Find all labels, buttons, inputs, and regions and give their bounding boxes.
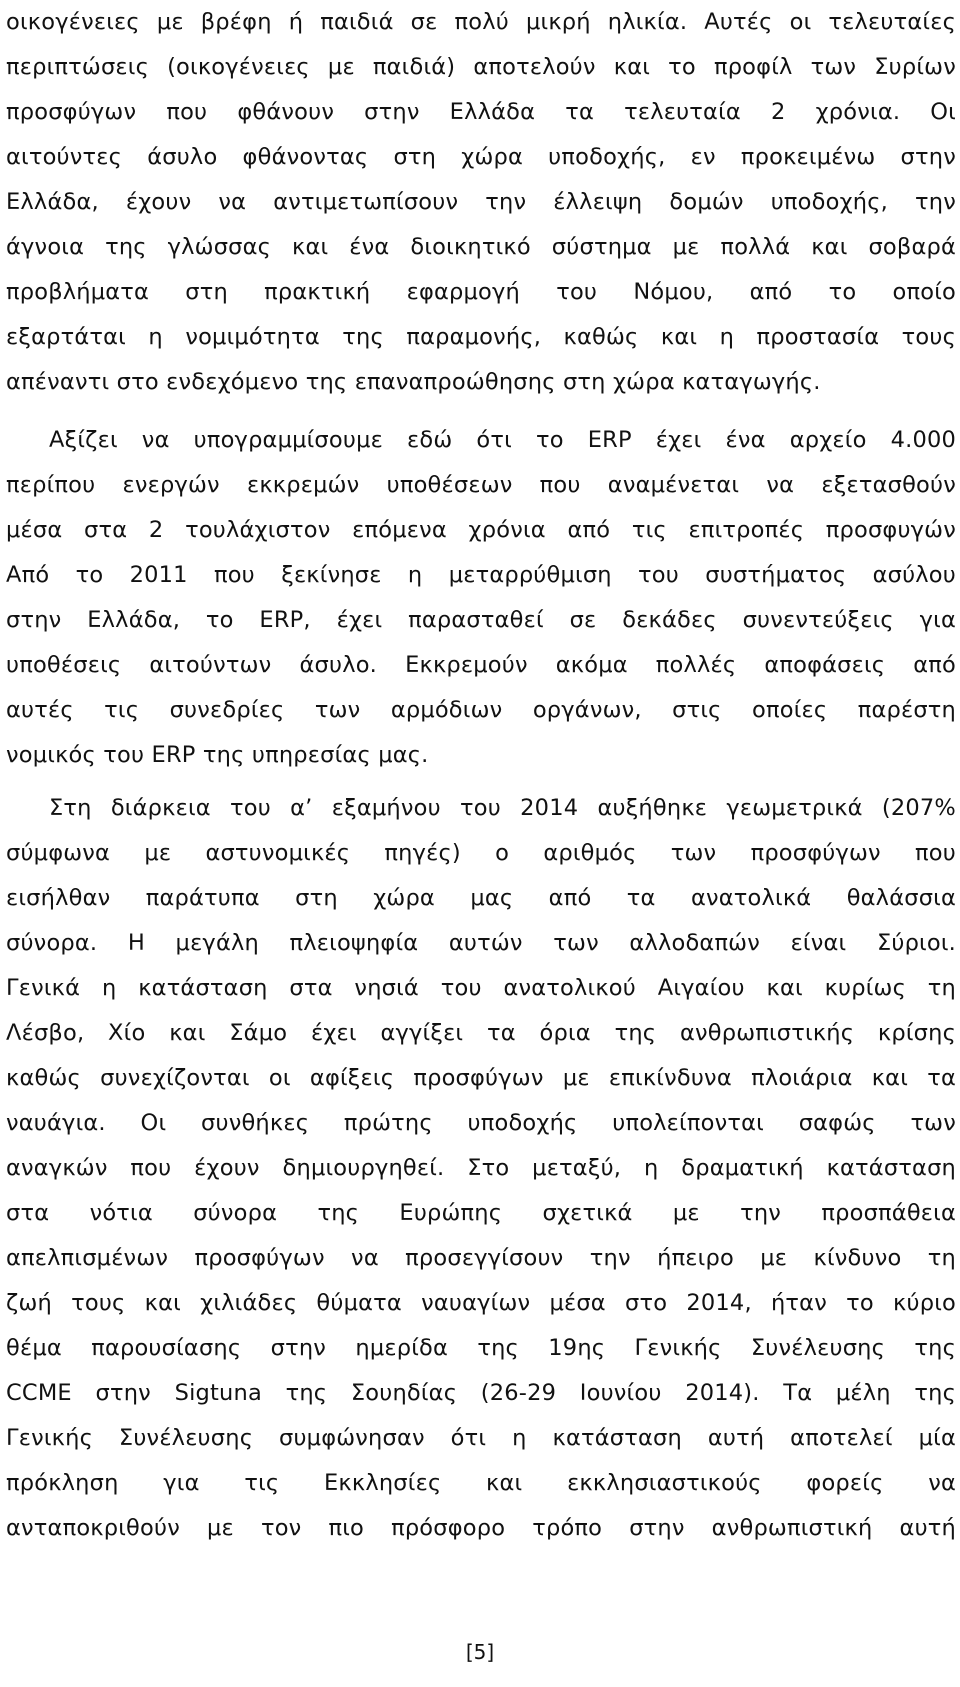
text-line: σύνορα. Η μεγάλη πλειοψηφία αυτών των αλλοδαπών είναι Σύριοι. bbox=[6, 930, 956, 956]
text-line: Λέσβο, Χίο και Σάμο έχει αγγίξει τα όρια της ανθρωπιστικής κρίσης bbox=[6, 1020, 956, 1046]
text-line: υποθέσεις αιτούντων άσυλο. Εκκρεμούν ακόμα πολλές αποφάσεις από bbox=[6, 652, 956, 678]
text-line: CCME στην Sigtuna της Σουηδίας (26-29 Ιουνίου 2014). Τα μέλη της bbox=[6, 1380, 956, 1406]
paragraph-1 bbox=[6, 0, 956, 405]
text-line: εξαρτάται η νομιμότητα της παραμονής, καθώς και η προστασία τους bbox=[6, 324, 956, 350]
text-line: Αξίζει να υπογραμμίσουμε εδώ ότι το ERP έχει ένα αρχείο 4.000 bbox=[49, 427, 956, 453]
text-line: οικογένειες με βρέφη ή παιδιά σε πολύ μικρή ηλικία. Αυτές οι τελευταίες bbox=[6, 9, 956, 35]
text-line: Από το 2011 που ξεκίνησε η μεταρρύθμιση του συστήματος ασύλου bbox=[6, 562, 956, 588]
paragraph-2 bbox=[6, 418, 956, 778]
text-line: άγνοια της γλώσσας και ένα διοικητικό σύστημα με πολλά και σοβαρά bbox=[6, 234, 956, 260]
text-line: αιτούντες άσυλο φθάνοντας στη χώρα υποδοχής, εν προκειμένω στην bbox=[6, 144, 956, 170]
text-line: ζωή τους και χιλιάδες θύματα ναυαγίων μέσα στο 2014, ήταν το κύριο bbox=[6, 1290, 956, 1316]
text-line: θέμα παρουσίασης στην ημερίδα της 19ης Γενικής Συνέλευσης της bbox=[6, 1335, 956, 1361]
text-line: απέναντι στο ενδεχόμενο της επαναπροώθησης στη χώρα καταγωγής. bbox=[6, 369, 821, 395]
text-line: εισήλθαν παράτυπα στη χώρα μας από τα ανατολικά θαλάσσια bbox=[6, 885, 956, 911]
text-line: Γενικά η κατάσταση στα νησιά του ανατολικού Αιγαίου και κυρίως τη bbox=[6, 975, 956, 1001]
text-line: μέσα στα 2 τουλάχιστον επόμενα χρόνια από τις επιτροπές προσφυγών bbox=[6, 517, 956, 543]
text-line: ανταποκριθούν με τον πιο πρόσφορο τρόπο στην ανθρωπιστική αυτή bbox=[6, 1515, 956, 1541]
text-line: απελπισμένων προσφύγων να προσεγγίσουν την ήπειρο με κίνδυνο τη bbox=[6, 1245, 956, 1271]
text-line: σύμφωνα με αστυνομικές πηγές) ο αριθμός των προσφύγων που bbox=[6, 840, 956, 866]
text-line: νομικός του ERP της υπηρεσίας μας. bbox=[6, 742, 429, 768]
text-line: καθώς συνεχίζονται οι αφίξεις προσφύγων με επικίνδυνα πλοιάρια και τα bbox=[6, 1065, 956, 1091]
text-line: πρόκληση για τις Εκκλησίες και εκκλησιαστικούς φορείς να bbox=[6, 1470, 956, 1496]
text-line: ναυάγια. Οι συνθήκες πρώτης υποδοχής υπολείπονται σαφώς των bbox=[6, 1110, 956, 1136]
text-line: περίπου ενεργών εκκρεμών υποθέσεων που αναμένεται να εξετασθούν bbox=[6, 472, 956, 498]
text-line: προσφύγων που φθάνουν στην Ελλάδα τα τελευταία 2 χρόνια. Οι bbox=[6, 99, 956, 125]
paragraph-3 bbox=[6, 786, 956, 1551]
text-line: Γενικής Συνέλευσης συμφώνησαν ότι η κατάσταση αυτή αποτελεί μία bbox=[6, 1425, 956, 1451]
text-line: στην Ελλάδα, το ERP, έχει παρασταθεί σε δεκάδες συνεντεύξεις για bbox=[6, 607, 956, 633]
text-line: Ελλάδα, έχουν να αντιμετωπίσουν την έλλειψη δομών υποδοχής, την bbox=[6, 189, 956, 215]
text-line: στα νότια σύνορα της Ευρώπης σχετικά με την προσπάθεια bbox=[6, 1200, 956, 1226]
text-line: αυτές τις συνεδρίες των αρμόδιων οργάνων, στις οποίες παρέστη bbox=[6, 697, 956, 723]
page-number: [5] bbox=[465, 1640, 495, 1664]
text-line: περιπτώσεις (οικογένειες με παιδιά) αποτελούν και το προφίλ των Συρίων bbox=[6, 54, 956, 80]
text-line: προβλήματα στη πρακτική εφαρμογή του Νόμου, από το οποίο bbox=[6, 279, 956, 305]
text-line: αναγκών που έχουν δημιουργηθεί. Στο μεταξύ, η δραματική κατάσταση bbox=[6, 1155, 956, 1181]
text-line: Στη διάρκεια του α’ εξαμήνου του 2014 αυξήθηκε γεωμετρικά (207% bbox=[49, 795, 956, 821]
